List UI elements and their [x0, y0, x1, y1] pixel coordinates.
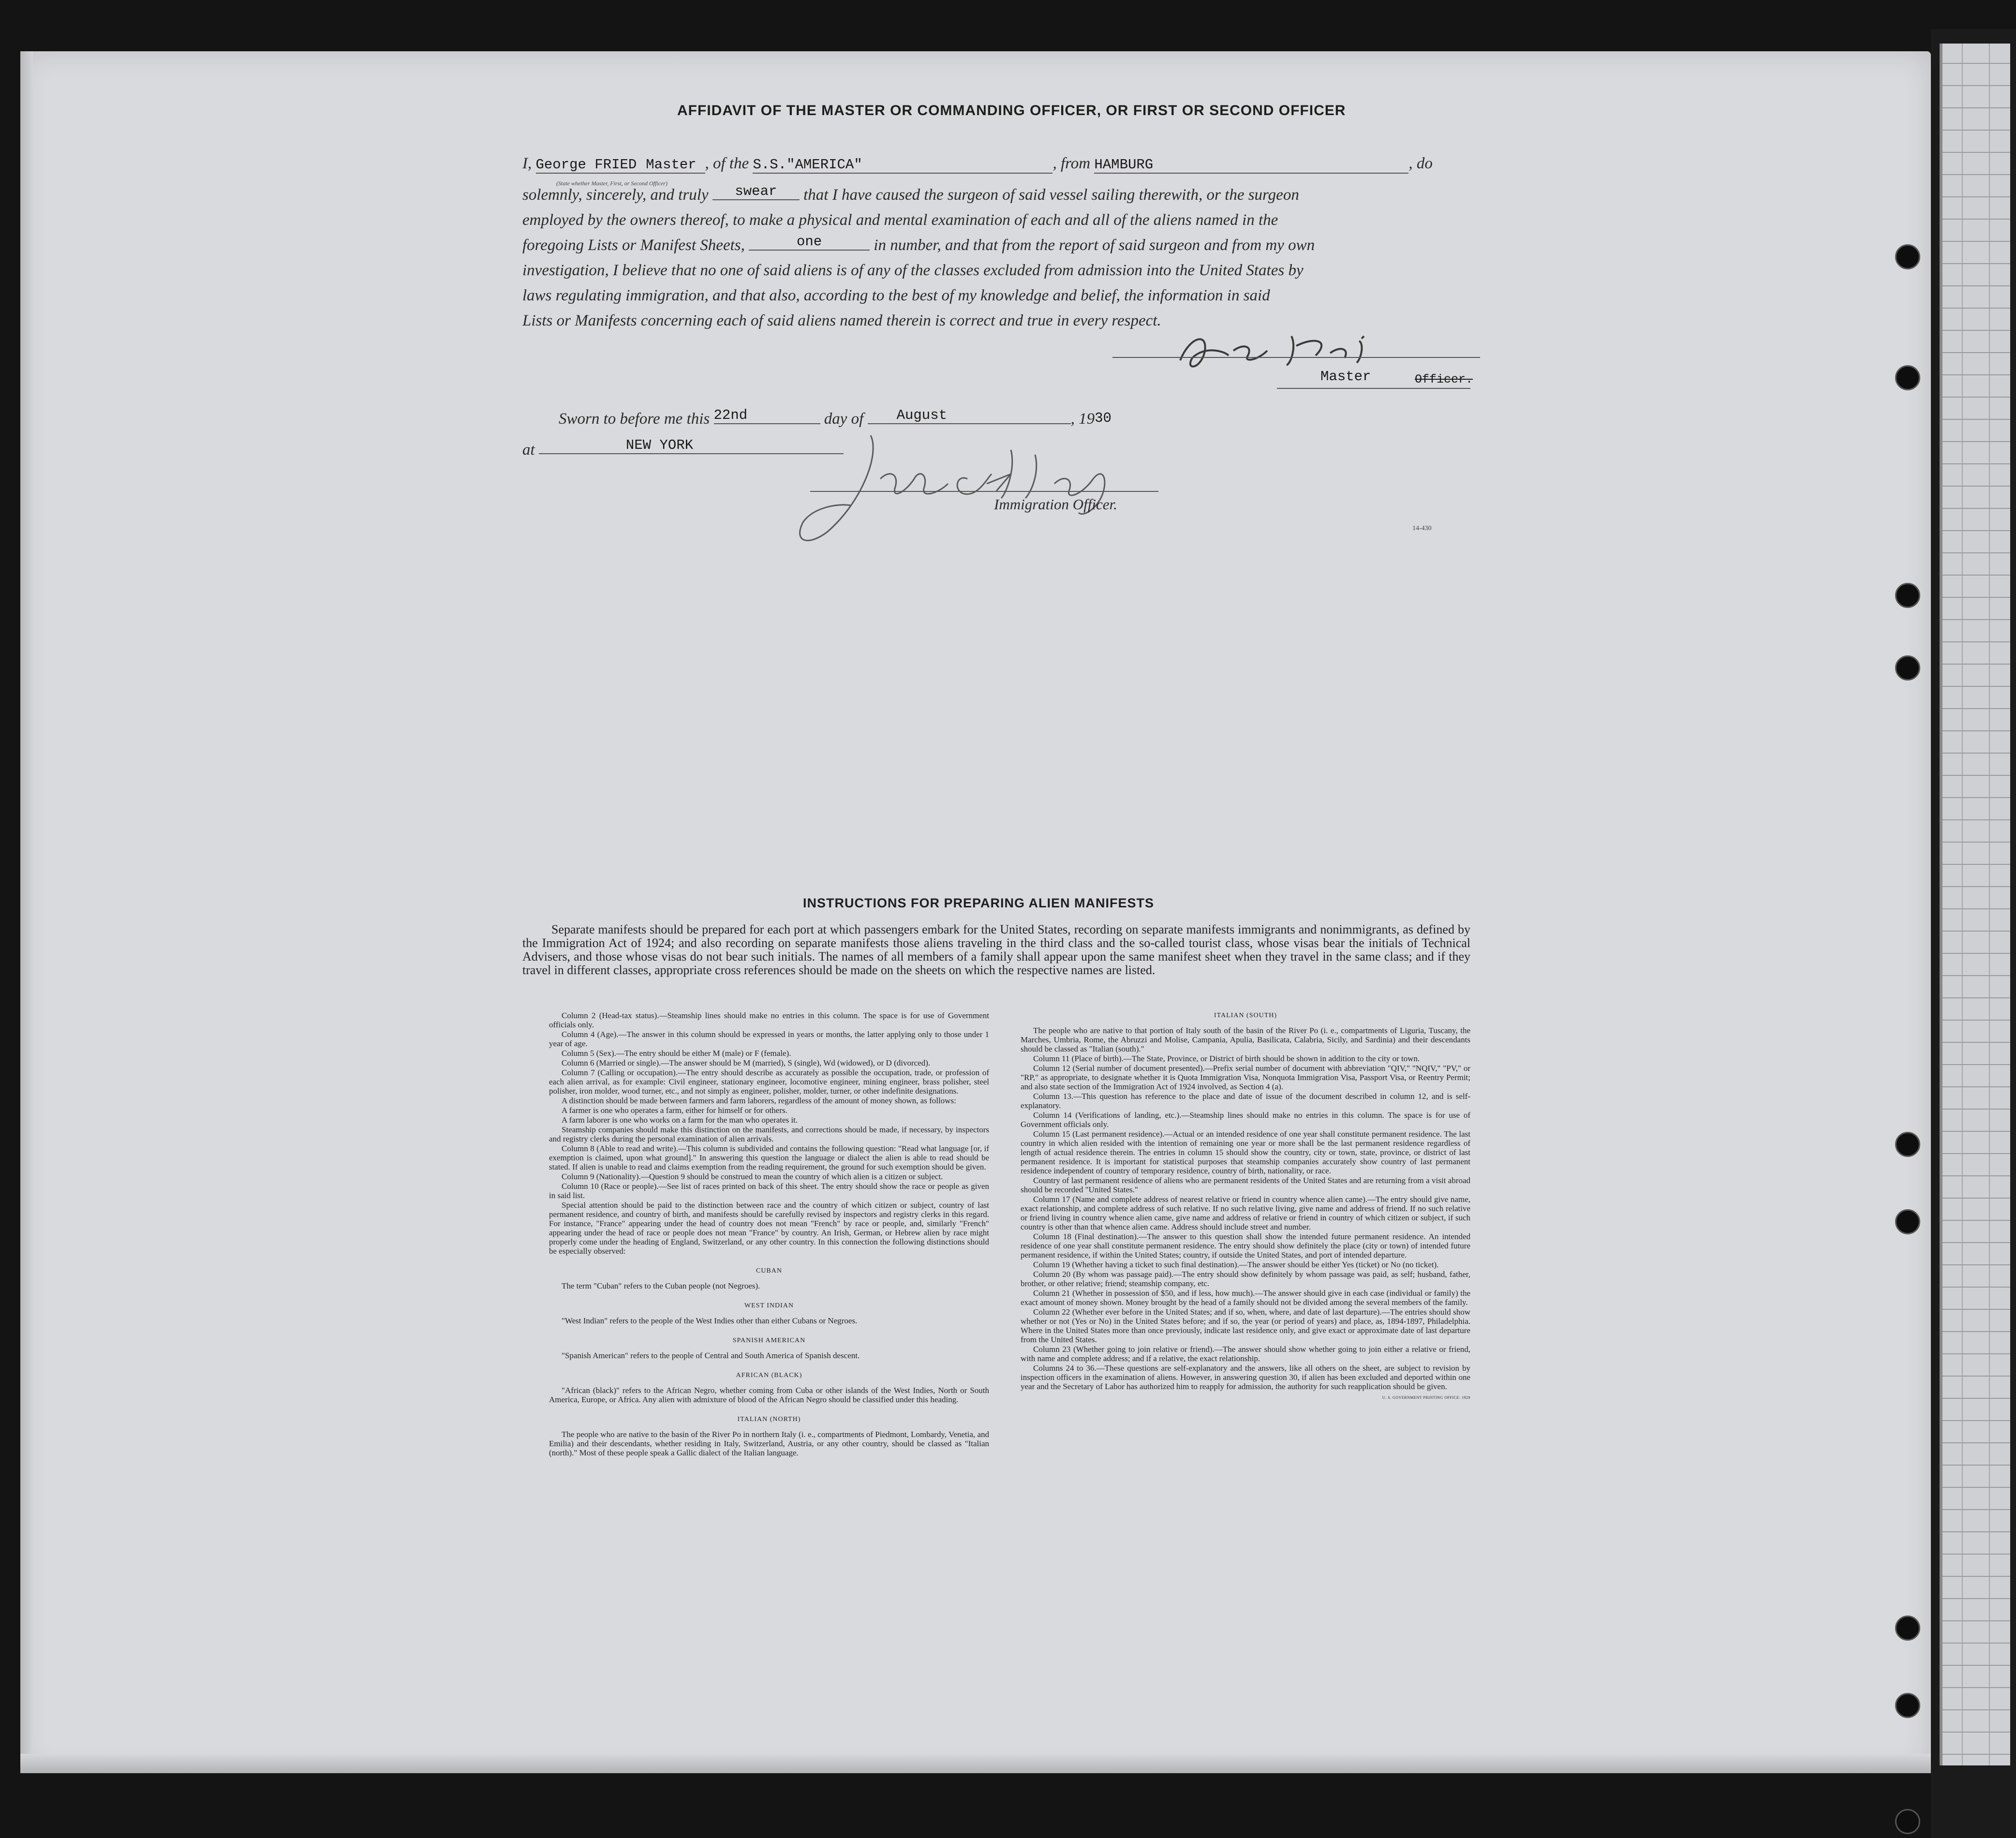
affidavit-line-7: Lists or Manifests concerning each of said aliens named therein is correct and true in every respect.	[522, 312, 1161, 329]
instruction-paragraph: Column 14 (Verifications of landing, etc.).—Steamship lines should make no entries in this column. The space is for use of Government officials only.	[1021, 1111, 1470, 1129]
ruled-line	[1942, 374, 2010, 375]
affidavit-line-3: employed by the owners thereof, to make a physical and mental examination of each and all of the aliens named in the	[522, 211, 1278, 229]
signer-title: Master	[1320, 369, 1371, 385]
sheet-left-edge	[20, 51, 33, 1773]
ruled-line	[1942, 775, 2010, 776]
printer-mark-row	[1021, 1392, 1470, 1402]
instruction-paragraph: A distinction should be made between farmers and farm laborers, regardless of the amount of money shown, as follows:	[562, 1096, 956, 1105]
ruled-line	[1942, 285, 2010, 286]
binder-hole	[1895, 244, 1920, 269]
ruled-line	[1942, 1687, 2010, 1688]
vessel-field: S.S."AMERICA"	[753, 157, 1052, 174]
ruled-line	[1942, 1531, 2010, 1532]
ruled-line	[1942, 575, 2010, 576]
ruled-line	[1942, 1309, 2010, 1310]
ruled-line	[1942, 530, 2010, 531]
instruction-paragraph: Column 9 (Nationality).—Question 9 should be construed to mean the country of which alien is a citizen or subject.	[562, 1172, 943, 1181]
ruled-line	[1942, 486, 2010, 487]
ruled-line	[1942, 1465, 2010, 1466]
ruled-line	[1942, 1109, 2010, 1110]
sheet-count-field: one	[749, 234, 870, 251]
ruled-line	[1942, 263, 2010, 264]
ruled-line	[1942, 1643, 2010, 1644]
ruled-line	[1942, 997, 2010, 998]
affidavit-line-6: laws regulating immigration, and that also, according to the best of my knowledge and belief, the information in said	[522, 287, 1270, 304]
race-definition: The people who are native to the basin of the River Po in northern Italy (i. e., compartments of Piedmont, Lombardy, Venetia, and Emilia) and their descendants, whether residing in Italy, Switzerland, Austria, or any other country, should be classed as "Italian (north)." Most of these people speak a Gallic dialect of the Italian language.	[549, 1430, 989, 1457]
sworn-day-field: 22nd	[714, 407, 820, 424]
affidavit-line-5: investigation, I believe that no one of said aliens is of any of the classes excluded from admission into the United States by	[522, 262, 1304, 279]
ruled-line	[1942, 241, 2010, 242]
instruction-paragraph: Column 19 (Whether having a ticket to such final destination).—The answer should be either Yes (ticket) or No (no ticket).	[1033, 1260, 1439, 1269]
ruled-line	[1942, 63, 2010, 64]
ruled-line	[1942, 1442, 2010, 1443]
ruled-line	[1942, 1175, 2010, 1176]
ruled-line	[1942, 1554, 2010, 1555]
oath-field: swear	[712, 183, 800, 200]
ruled-line	[1942, 1198, 2010, 1199]
instruction-paragraph: Column 7 (Calling or occupation).—The entry should describe as accurately as possible the occupation, trade, or profession of each alien arrival, as for example: Civil engineer, stationary engineer, locomotive engineer, mining engineer, brass polisher, steel polisher, iron molder, wood turner, etc., and not simply as engineer, polisher, molder, turner, or other indefinite designations.	[549, 1068, 989, 1096]
ruled-line	[1942, 1264, 2010, 1265]
ruled-line	[1942, 1331, 2010, 1332]
binder-hole	[1895, 655, 1920, 681]
ruled-line	[1942, 1086, 2010, 1087]
instruction-paragraph: Steamship companies should make this distinction on the manifests, and corrections should be made, if necessary, by inspectors and registry clerks during the personal examination of alien arrivals.	[549, 1125, 989, 1143]
ruled-line	[1942, 619, 2010, 620]
port-field: HAMBURG	[1094, 157, 1408, 174]
instruction-paragraph: Column 11 (Place of birth).—The State, Province, or District of birth should be shown in addition to the city or town.	[1033, 1054, 1420, 1063]
ruled-line	[1942, 1353, 2010, 1354]
instructions-left-column	[549, 1011, 989, 1458]
sworn-line: Sworn to before me this 22nd day of August , 1930	[559, 410, 1119, 429]
race-heading: CUBAN	[756, 1267, 782, 1275]
ruled-line	[1942, 308, 2010, 309]
instruction-paragraph: Columns 24 to 36.—These questions are self-explanatory and the answers, like all others on the sheet, are subject to revision by inspection officers in the examination of aliens. However, in answering question 30, if alien has been excluded and deported within one year and the Secretary of Labor has authorized him to reapply for admission, the authority for such reapplication should be given.	[1021, 1364, 1470, 1391]
binder-hole	[1895, 1132, 1920, 1157]
ruled-line	[1942, 330, 2010, 331]
ruled-line	[1942, 1665, 2010, 1666]
instructions-right-column	[1021, 1011, 1470, 1402]
race-heading: AFRICAN (BLACK)	[736, 1372, 802, 1379]
binder-hole	[1895, 1693, 1920, 1718]
instruction-paragraph: Column 12 (Serial number of document presented).—Prefix serial number of document with abbreviation "QIV," "NQIV," "PV," or "RP," as appropriate, to designate whether it is Quota Immigration Visa, Nonquota Immigration Visa, Passport Visa, or Reentry Permit; and also state section of the Immigration Act of 1924 involved, as Section 4 (a).	[1021, 1064, 1470, 1091]
instructions-title: INSTRUCTIONS FOR PREPARING ALIEN MANIFESTS	[803, 896, 1155, 910]
ruled-line	[1942, 597, 2010, 598]
instruction-paragraph: Column 22 (Whether ever before in the United States; and if so, when, where, and date of last departure).—The entries should show whether or not (Yes or No) in the United States before; and if so, the year (or period of years) and place, as, 1894-1897, Philadelphia. Where in the United States more than once previously, indicate last residence only, and give exact or approximate date of last departure from the United States.	[1021, 1307, 1470, 1344]
ruled-line	[1942, 1042, 2010, 1043]
race-heading: ITALIAN (SOUTH)	[1214, 1012, 1277, 1019]
ruled-line	[1942, 1598, 2010, 1599]
binder-hole	[1895, 1209, 1920, 1234]
ruled-line	[1942, 730, 2010, 731]
ruled-line	[1942, 641, 2010, 642]
ruled-line	[1942, 953, 2010, 954]
instruction-paragraph: Column 8 (Able to read and write).—This column is subdivided and contains the following question: "Read what language [or, if exemption is claimed, upon what ground]." In answering this question the language or dialect the alien is able to read should be stated. If alien is unable to read and claims exemption from the reading requirement, the ground for such exemption should be given.	[549, 1144, 989, 1171]
race-definition: "Spanish American" refers to the people of Central and South America of Spanish descent.	[562, 1351, 860, 1360]
race-definition: "African (black)" refers to the African Negro, whether coming from Cuba or other islands of the West Indies, North or South America, Europe, or Africa. Any alien with admixture of blood of the African Negro should be classified under this heading.	[549, 1386, 989, 1404]
ruled-line	[1942, 130, 2010, 131]
master-signature	[1171, 317, 1422, 385]
sheet-bottom-edge	[20, 1754, 1931, 1773]
ruled-line	[1942, 1709, 2010, 1710]
ruled-line	[1942, 708, 2010, 709]
ruled-line	[1942, 1576, 2010, 1577]
instruction-paragraph: A farmer is one who operates a farm, either for himself or for others.	[562, 1106, 787, 1115]
instruction-paragraph: Column 5 (Sex).—The entry should be either M (male) or F (female).	[562, 1049, 791, 1058]
printer-mark: U. S. GOVERNMENT PRINTING OFFICE: 1929	[1382, 1395, 1470, 1400]
ruled-line	[1942, 174, 2010, 175]
ruled-line	[1942, 864, 2010, 865]
immigration-officer-signature	[784, 421, 1219, 556]
ruled-line	[1942, 152, 2010, 153]
rank-note: (State whether Master, First, or Second Officer)	[556, 180, 667, 187]
ruled-line	[1942, 85, 2010, 86]
ruled-line	[1942, 908, 2010, 909]
binder-hole	[1895, 583, 1920, 608]
ruled-line	[1942, 753, 2010, 754]
ruled-line	[1942, 397, 2010, 398]
master-signature-line	[1112, 357, 1480, 358]
ruled-line	[1942, 1754, 2010, 1755]
ruled-line	[1942, 196, 2010, 197]
ruled-line	[1942, 664, 2010, 665]
sworn-place-field: NEW YORK	[539, 437, 844, 454]
ruled-line	[1942, 975, 2010, 976]
ruled-line	[1942, 441, 2010, 442]
instruction-paragraph: The people who are native to that portion of Italy south of the basin of the River Po (i. e., compartments of Liguria, Tuscany, the Marches, Umbria, Rome, the Abruzzi and Molise, Campania, Apulia, Basilicata, Calabria, Sicily, and Sardinia) and their descendants should be classed as "Italian (south)."	[1021, 1026, 1470, 1053]
ruled-line	[1942, 1153, 2010, 1154]
ruled-line	[1942, 352, 2010, 353]
ruled-line	[1942, 1487, 2010, 1488]
ruled-line	[1942, 1376, 2010, 1377]
master-title-line	[1277, 388, 1470, 389]
instruction-paragraph: Column 4 (Age).—The answer in this column should be expressed in years or months, the latter applying only to those under 1 year of age.	[549, 1030, 989, 1048]
instruction-paragraph: Column 15 (Last permanent residence).—Actual or an intended residence of one year shall constitute permanent residence. The last country in which alien resided with the intention of remaining one year or more shall be the last permanent residence regardless of length of actual residence therein. The entries in column 15 should show the country, city or town, state, province, or district of last permanent residence. It is important for statistical purposes that steamship companies accurately show country of last permanent residence independent of country of temporary residence, country of birth, nationality, or race.	[1021, 1129, 1470, 1175]
ruled-line	[1942, 1420, 2010, 1421]
instruction-paragraph: Column 20 (By whom was passage paid).—The entry should show definitely by whom passage was paid, as self; husband, father, brother, or other relative; friend; steamship company, etc.	[1021, 1270, 1470, 1288]
signer-title-struck: Officer.	[1415, 372, 1473, 386]
ruled-line	[1942, 1398, 2010, 1399]
ruled-line	[1942, 1064, 2010, 1065]
at-line: at NEW YORK	[522, 441, 844, 460]
ruled-line	[1942, 1620, 2010, 1621]
ruled-line	[1942, 1242, 2010, 1243]
instruction-paragraph: Special attention should be paid to the distinction between race and the country of which citizen or subject, country of last permanent residence, and country of birth, and manifests should be carefully revised by inspectors and registry clerks in this regard. For instance, "France" appearing under the head of country does not mean "French" by race or people, and, similarly "French" appearing under the head of race or people does not mean "France" by country. An Irish, German, or Hebrew alien by race might properly come under the heading of England, Switzerland, or any other country. In this connection the following distinctions should be especially observed:	[549, 1201, 989, 1256]
instruction-paragraph: Column 18 (Final destination).—The answer to this question shall show the intended future permanent residence. An intended residence of one year shall constitute permanent residence. The entry should show definitely the place (city or town) of intended future permanent residence, if within the United States; country, if outside the United States, and port of intended departure.	[1021, 1232, 1470, 1260]
ruled-line	[1942, 931, 2010, 932]
ruled-line	[1942, 686, 2010, 687]
affidavit-line-4: foregoing Lists or Manifest Sheets, one in number, and that from the report of said surgeon and from my own	[522, 234, 1315, 254]
ruled-line	[1942, 1020, 2010, 1021]
ruled-line	[1942, 1287, 2010, 1288]
affidavit-line-1: I, George FRIED Master , of the S.S."AMERICA" , from HAMBURG , do	[522, 155, 1433, 173]
ruled-line	[1942, 219, 2010, 220]
binder-hole	[1895, 365, 1920, 390]
sworn-month-field: August	[868, 407, 1071, 424]
ruled-line	[1942, 107, 2010, 108]
ruled-line	[1942, 842, 2010, 843]
instruction-paragraph: Column 2 (Head-tax status).—Steamship lines should make no entries in this column. The space is for use of Government officials only.	[549, 1011, 989, 1029]
instruction-paragraph: A farm laborer is one who works on a farm for the man who operates it.	[562, 1115, 798, 1125]
ruled-line	[1942, 1131, 2010, 1132]
race-definition: The term "Cuban" refers to the Cuban people (not Negroes).	[562, 1281, 760, 1290]
form-number: 14-430	[1412, 525, 1432, 532]
ruled-line	[1942, 508, 2010, 509]
officer-rank-field: Master	[637, 157, 705, 174]
instruction-paragraph: Column 10 (Race or people).—See list of races printed on back of this sheet. The entry should show the race or people as given in said list.	[549, 1182, 989, 1200]
instruction-paragraph: Column 13.—This question has reference to the place and date of issue of the document described in column 12, and is self-explanatory.	[1021, 1092, 1470, 1110]
officer-name-field: George FRIED	[535, 157, 637, 173]
binder-hole	[1895, 1809, 1920, 1834]
affidavit-title: AFFIDAVIT OF THE MASTER OR COMMANDING OFFICER, OR FIRST OR SECOND OFFICER	[677, 103, 1346, 119]
ruled-line	[1942, 819, 2010, 820]
ruled-line	[1942, 886, 2010, 887]
race-heading: ITALIAN (NORTH)	[737, 1416, 801, 1423]
ruled-line	[1942, 1509, 2010, 1510]
race-definition: "West Indian" refers to the people of the West Indies other than either Cubans or Negroes.	[562, 1316, 858, 1325]
ruled-line	[1942, 419, 2010, 420]
affidavit-line-2: solemnly, sincerely, and truly swear that I have caused the surgeon of said vessel sailing therewith, or the surgeon	[522, 183, 1299, 204]
immigration-officer-line	[810, 491, 1158, 492]
instruction-paragraph: Column 17 (Name and complete address of nearest relative or friend in country whence alien came).—The entry should give name, exact relationship, and complete address of such relative. If no such relative living, give name and address of friend. If no such relative or friend living in country whence alien came, give name and address of relative or friend in country of which citizen or subject, if such country is other than that whence alien came. Address should include street and number.	[1021, 1195, 1470, 1231]
ruled-line	[1942, 1732, 2010, 1733]
adjacent-page-edge	[1940, 44, 2010, 1765]
instruction-paragraph: Column 21 (Whether in possession of $50, and if less, how much).—The answer should give in each case (individual or family) the exact amount of money shown. Money brought by the head of a family should not be divided among the several members of the family.	[1021, 1289, 1470, 1307]
instruction-paragraph: Column 6 (Married or single).—The answer should be M (married), S (single), Wd (widowed), or D (divorced).	[562, 1058, 931, 1067]
ruled-line	[1942, 552, 2010, 553]
immigration-officer-label: Immigration Officer.	[994, 496, 1117, 513]
binder-hole	[1895, 1616, 1920, 1641]
instruction-paragraph: Country of last permanent residence of aliens who are permanent residents of the United States and are returning from a visit abroad should be recorded "United States."	[1021, 1176, 1470, 1194]
ruled-line	[1942, 797, 2010, 798]
ruled-line	[1942, 1220, 2010, 1221]
race-heading: SPANISH AMERICAN	[732, 1337, 806, 1344]
race-heading: WEST INDIAN	[744, 1302, 794, 1309]
instruction-paragraph: Column 23 (Whether going to join relative or friend).—The answer should show whether going to join either a relative or friend, with name and complete address; and if a relative, the exact relationship.	[1021, 1345, 1470, 1363]
instructions-intro: Separate manifests should be prepared for each port at which passengers embark for the United States, recording on separate manifests immigrants and nonimmigrants, as defined by the Immigration Act of 1924; and also recording on separate manifests those aliens traveling in the third class and the so-called tourist class, whose visas bear the initials of Technical Advisers, and those whose visas do not bear such initials. The names of all members of a family shall appear upon the same manifest sheet when they travel in the same class; and if they travel in different classes, appropriate cross references should be made on the sheets on which the respective names are listed.	[522, 922, 1470, 977]
sworn-year-field: 30	[1095, 410, 1112, 426]
manifest-sheet	[20, 51, 1931, 1773]
ruled-line	[1942, 463, 2010, 464]
